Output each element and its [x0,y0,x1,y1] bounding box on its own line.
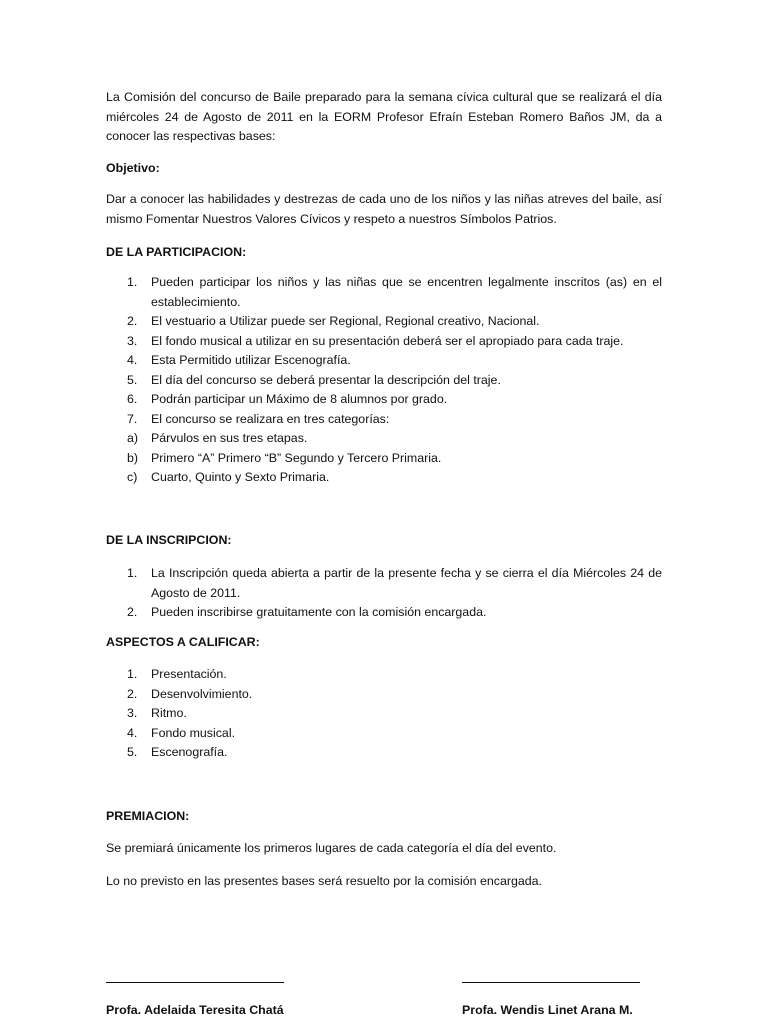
list-item: 3. Ritmo. [127,706,187,720]
premiacion-heading: PREMIACION: [106,809,190,823]
list-item: 1. Pueden participar los niños y las niñas que se encentren legalmente inscritos (as) en el establecimiento. [127,275,662,309]
objetivo-heading: Objetivo: [106,161,160,175]
inscripcion-list [106,564,662,623]
participacion-list [106,273,662,488]
list-item: c) Cuarto, Quinto y Sexto Primaria. [127,470,330,484]
list-item: 5. Escenografía. [127,745,228,759]
objetivo-text: Dar a conocer las habilidades y destrezas de cada uno de los niños y las niñas atreves del baile, así mismo Fomentar Nuestros Valores Cívicos y respeto a nuestros Símbolos Patrios. [106,192,662,226]
list-item: 3. El fondo musical a utilizar en su presentación deberá ser el apropiado para cada traje. [127,333,624,348]
participacion-heading: DE LA PARTICIPACION: [106,245,247,259]
list-item: 2. El vestuario a Utilizar puede ser Regional, Regional creativo, Nacional. [127,314,540,328]
list-item: 7. El concurso se realizara en tres categorías: [127,411,390,426]
list-item: 2. Pueden inscribirse gratuitamente con la comisión encargada. [127,605,487,619]
premiacion-text: Se premiará únicamente los primeros lugares de cada categoría el día del evento. [106,841,557,855]
list-item: 1. La Inscripción queda abierta a partir de la presente fecha y se cierra el día Miércoles 24 de Agosto de 2011. [127,566,662,600]
intro-paragraph: La Comisión del concurso de Baile preparado para la semana cívica cultural que se realizará el día miércoles 24 de Agosto de 2011 en la EORM Profesor Efraín Esteban Romero Baños JM, da a conocer las respectivas bases: [106,90,662,143]
signature-name-right: Profa. Wendis Linet Arana M. [462,1003,633,1017]
list-item: 2. Desenvolvimiento. [127,686,253,701]
list-item: 4. Esta Permitido utilizar Escenografía. [127,353,351,367]
list-item: a) Párvulos en sus tres etapas. [127,431,308,445]
inscripcion-heading: DE LA INSCRIPCION: [106,533,232,547]
aspectos-heading: ASPECTOS A CALIFICAR: [106,635,260,649]
aspectos-list [106,665,662,763]
list-item: b) Primero “A” Primero “B” Segundo y Tercero Primaria. [127,450,442,465]
list-item: 4. Fondo musical. [127,725,236,740]
signature-line-left [106,982,284,983]
closing-text: Lo no previsto en las presentes bases será resuelto por la comisión encargada. [106,874,542,888]
signature-name-left: Profa. Adelaida Teresita Chatá [106,1003,284,1017]
list-item: 1. Presentación. [127,667,227,681]
signature-line-right [462,982,640,983]
list-item: 6. Podrán participar un Máximo de 8 alumnos por grado. [127,392,448,406]
list-item: 5. El día del concurso se deberá presentar la descripción del traje. [127,372,501,387]
